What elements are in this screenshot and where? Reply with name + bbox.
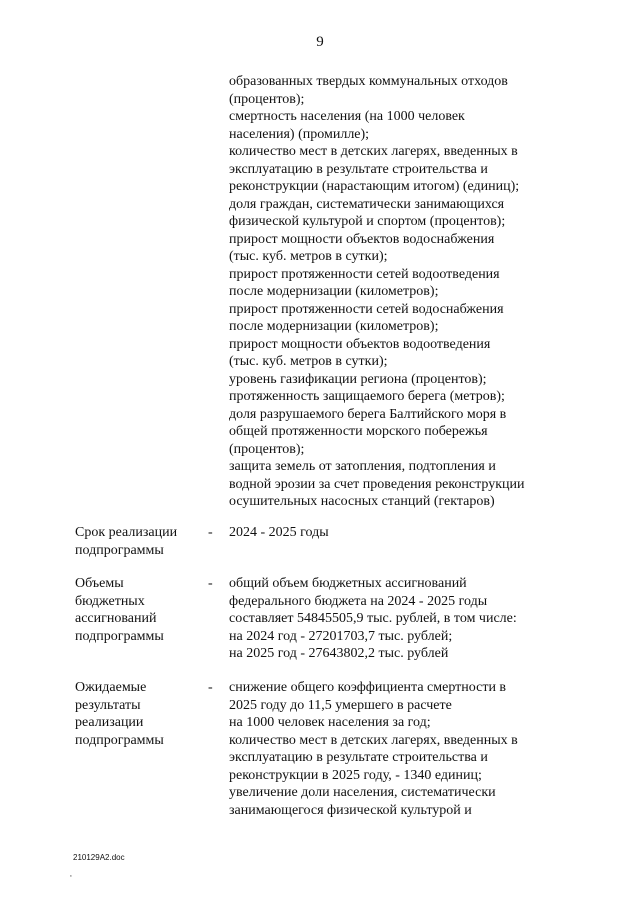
indicator-line: защита земель от затопления, подтопления и: [229, 459, 496, 474]
indicator-line: прирост протяженности сетей водоснабжения: [229, 301, 504, 317]
indicator-line: прирост мощности объектов водоснабжения: [229, 231, 495, 247]
row-dash: -: [208, 525, 213, 540]
row-dash: -: [208, 680, 213, 695]
value-line: количество мест в детских лагерях, введенных в: [229, 732, 518, 748]
indicator-line: эксплуатацию в результате строительства и: [229, 161, 488, 177]
value-line: федерального бюджета на 2024 - 2025 годы: [229, 593, 488, 609]
value-line: на 2024 год - 27201703,7 тыс. рублей;: [229, 628, 453, 644]
row-label: [75, 575, 200, 645]
label-line: подпрограммы: [75, 732, 164, 748]
indicator-line: после модернизации (километров);: [229, 284, 439, 299]
value-line: увеличение доли населения, систематически: [229, 785, 496, 800]
indicator-line: доля граждан, систематически занимающихся: [229, 196, 505, 212]
indicator-line: осушительных насосных станций (гектаров): [229, 494, 495, 509]
row-value: [229, 524, 589, 542]
row-dash: -: [208, 576, 213, 591]
row-value: [229, 679, 589, 819]
footer-doc-code: 210129A2.doc: [73, 853, 125, 862]
row-value: [229, 575, 589, 663]
value-line: общий объем бюджетных ассигнований: [229, 576, 467, 591]
indicator-line: населения) (промилле);: [229, 126, 370, 142]
value-line: на 2025 год - 27643802,2 тыс. рублей: [229, 646, 449, 661]
value-line: реконструкции в 2025 году, - 1340 единиц;: [229, 767, 482, 783]
label-line: реализации: [75, 715, 144, 730]
indicator-line: водной эрозии за счет проведения реконструкции: [229, 476, 525, 492]
indicator-line: прирост протяженности сетей водоотведения: [229, 266, 500, 282]
value-line: занимающегося физической культурой и: [229, 802, 472, 818]
label-line: подпрограммы: [75, 542, 164, 558]
value-line: 2025 году до 11,5 умершего в расчете: [229, 697, 452, 713]
indicator-line: смертность населения (на 1000 человек: [229, 109, 465, 124]
page-number: 9: [316, 34, 324, 50]
value-line: 2024 - 2025 годы: [229, 525, 329, 540]
indicator-line: (процентов);: [229, 91, 305, 107]
row-label: [75, 524, 200, 559]
indicator-line: образованных твердых коммунальных отходов: [229, 74, 508, 89]
label-line: бюджетных: [75, 593, 145, 609]
indicator-line: общей протяженности морского побережья: [229, 424, 488, 439]
indicator-line: физической культурой и спортом (процентов);: [229, 214, 506, 229]
value-line: на 1000 человек населения за год;: [229, 715, 431, 730]
footer-mark: ‚: [70, 869, 72, 878]
indicator-line: реконструкции (нарастающим итогом) (единиц);: [229, 179, 520, 194]
label-line: Объемы: [75, 576, 124, 591]
indicator-line: (процентов);: [229, 441, 305, 457]
indicator-line: протяженность защищаемого берега (метров);: [229, 389, 505, 404]
indicator-line: количество мест в детских лагерях, введенных в: [229, 144, 518, 159]
row-label: [75, 679, 200, 749]
indicator-line: прирост мощности объектов водоотведения: [229, 336, 491, 352]
value-line: составляет 54845505,9 тыс. рублей, в том числе:: [229, 611, 517, 626]
label-line: ассигнований: [75, 611, 157, 626]
indicator-line: уровень газификации региона (процентов);: [229, 371, 487, 387]
indicator-list: [229, 73, 589, 511]
label-line: Срок реализации: [75, 525, 178, 540]
label-line: Ожидаемые: [75, 680, 147, 695]
value-line: снижение общего коэффициента смертности в: [229, 680, 507, 695]
value-line: эксплуатацию в результате строительства и: [229, 750, 488, 765]
indicator-line: (тыс. куб. метров в сутки);: [229, 354, 388, 369]
indicator-line: (тыс. куб. метров в сутки);: [229, 249, 388, 264]
indicator-line: доля разрушаемого берега Балтийского моря в: [229, 406, 507, 422]
label-line: подпрограммы: [75, 628, 164, 644]
label-line: результаты: [75, 697, 141, 713]
indicator-line: после модернизации (километров);: [229, 319, 439, 334]
